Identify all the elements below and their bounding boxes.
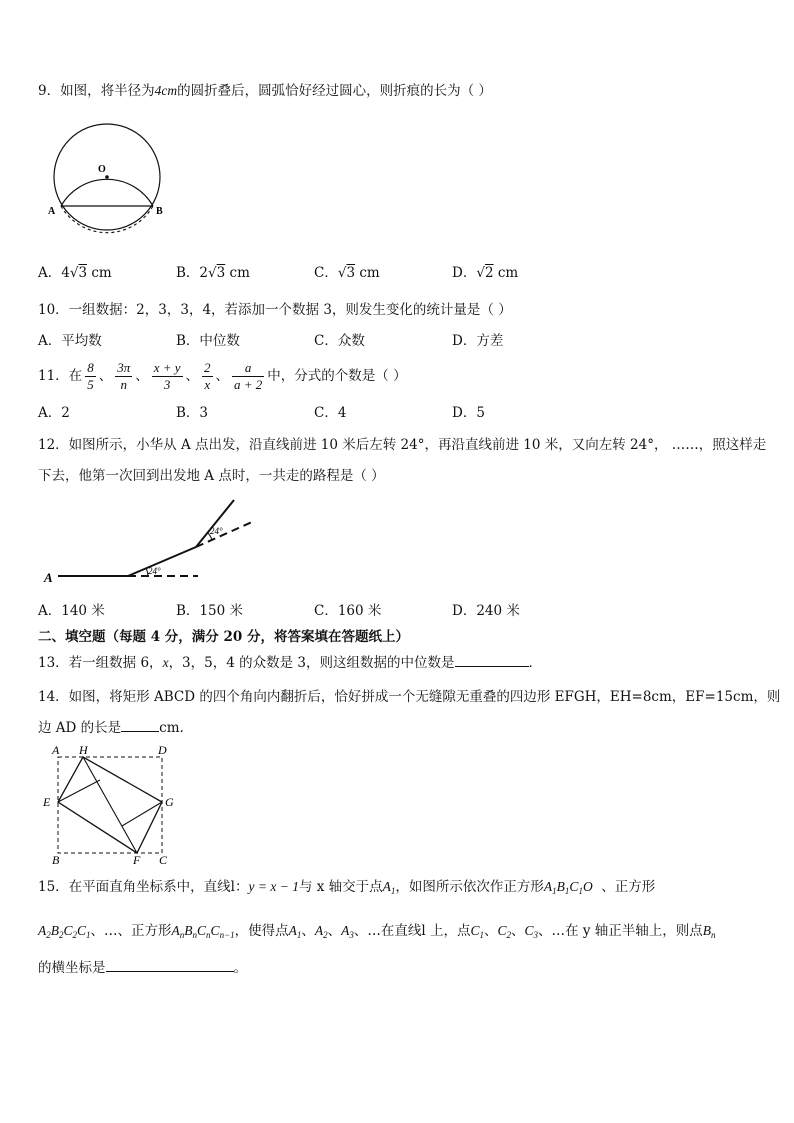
q12-option-b[interactable]: B．150 米	[176, 603, 243, 619]
q9-stem-pre: 9．如图，将半径为	[38, 83, 155, 99]
q9-option-b[interactable]	[176, 263, 250, 283]
q11-fraction-3-den: 3	[163, 377, 171, 392]
q9-option-a-unit: cm	[91, 265, 112, 281]
q11-stem	[38, 357, 407, 395]
q11-fraction-1-den: 5	[87, 377, 94, 392]
q14-rectangle-figure	[38, 740, 188, 866]
q15-l2-f: 、	[484, 923, 498, 939]
q15-point-a2: $A_2$	[314, 923, 328, 940]
q9-label-a: A	[48, 206, 56, 217]
q14-label-c: C	[159, 853, 168, 866]
q12-label-a: A	[44, 570, 53, 585]
q10-option-b[interactable]: B．中位数	[176, 333, 240, 349]
q15-line-equation: y = x − 1	[248, 879, 299, 894]
q15-l3-a: 的横坐标是	[38, 960, 106, 976]
q10-option-d[interactable]: D．方差	[452, 333, 504, 349]
q10-option-c[interactable]: C．众数	[314, 333, 365, 349]
q14-label-h: H	[79, 743, 88, 757]
q15-l2-c: 、	[301, 923, 315, 939]
section-2-heading: 二、填空题（每题 4 分，满分 20 分，将答案填在答题纸上）	[38, 629, 409, 645]
q15-l2-e: 、…在直线l 上，点	[353, 923, 471, 939]
q12-segment-3	[196, 500, 234, 547]
q15-line-2	[38, 921, 716, 945]
q14-line-1: 14．如图，将矩形 ABCD 的四个角向内翻折后，恰好拼成一个无缝隙无重叠的四边形 EFGH，EH=8cm，EF=15cm，则	[38, 689, 781, 705]
q11-fraction-2	[115, 360, 132, 393]
q14-label-a: A	[52, 743, 60, 757]
q9-option-c-letter: C．	[314, 265, 338, 281]
q12-option-d[interactable]: D．240 米	[452, 603, 520, 619]
sqrt-icon: √	[476, 265, 485, 281]
q10-option-a[interactable]: A．平均数	[38, 333, 102, 349]
q11-option-c[interactable]: C．4	[314, 405, 347, 421]
q11-fraction-5	[232, 360, 264, 393]
q15-l2-b: ，使得点	[234, 923, 289, 939]
q15-l2-h: 、…在 y 轴正半轴上，则点	[538, 923, 703, 939]
q12-option-c[interactable]: C．160 米	[314, 603, 382, 619]
q14-label-b: B	[52, 853, 60, 866]
q9-option-b-radicand: 3	[216, 265, 226, 281]
q9-option-a[interactable]	[38, 263, 112, 283]
q15-point-c2: $C_2$	[497, 923, 512, 940]
q9-option-c-radicand: 3	[346, 265, 356, 281]
q11-fraction-3	[152, 360, 183, 393]
q9-option-d-letter: D．	[452, 265, 477, 281]
q9-option-d-unit: cm	[497, 265, 519, 281]
q15-point-c1: $C_1$	[470, 923, 485, 940]
sqrt-icon: √	[337, 265, 347, 281]
q14-label-e: E	[43, 795, 51, 809]
q15-point-c3: $C_3$	[524, 923, 539, 940]
q13-stem	[38, 652, 542, 673]
q12-segment-2	[128, 547, 196, 576]
q9-option-c-unit: cm	[359, 265, 380, 281]
q11-fraction-4	[202, 360, 213, 393]
q9-stem	[38, 81, 492, 101]
q12-option-a[interactable]: A．140 米	[38, 603, 105, 619]
q11-stem-pre: 11．在	[38, 368, 83, 384]
q9-circle-figure	[44, 122, 174, 242]
q12-line-1: 12．如图所示，小华从 A 点出发，沿直线前进 10 米后左转 24°，再沿直线前进 10 米，又向左转 24°， ……，照这样走	[38, 437, 767, 453]
q9-folded-arc	[61, 179, 153, 206]
q15-l2-a: 、…、正方形	[90, 923, 172, 939]
q13-stem-post: ．	[528, 655, 543, 671]
q11-separator: 、	[215, 368, 230, 384]
q9-option-a-letter: A．	[38, 265, 62, 281]
q12-angle-label-2: 24°	[210, 526, 223, 536]
q15-point-a1: $A_1$	[382, 879, 396, 896]
sqrt-icon: √	[208, 265, 217, 281]
sqrt-icon: √	[69, 265, 79, 281]
q11-fraction-4-den: x	[204, 377, 211, 392]
q15-l1-c: ，如图所示依次作正方形	[395, 879, 544, 895]
q11-fraction-3-num: x + y	[153, 360, 181, 375]
q9-option-a-coef: 4	[61, 265, 70, 281]
q15-square-1: $A_1B_1C_1O$	[543, 879, 593, 896]
q15-l1-b: 与 x 轴交于点	[298, 879, 383, 895]
q14-label-f: F	[133, 853, 141, 866]
q9-option-d[interactable]	[452, 263, 518, 283]
q12-extension-2	[196, 522, 252, 547]
q11-fraction-1-num: 8	[87, 360, 94, 375]
q15-l2-d: 、	[327, 923, 342, 939]
q9-label-b: B	[156, 206, 163, 217]
q12-angle-label-1: 24°	[148, 566, 161, 576]
q14-diagonal-hf	[83, 757, 137, 853]
q9-center-dot	[105, 175, 109, 179]
q12-path-figure	[38, 494, 268, 590]
q11-separator: 、	[98, 368, 113, 384]
q9-stem-value: 4cm	[154, 83, 178, 98]
q13-answer-blank[interactable]	[455, 652, 529, 667]
q11-option-d[interactable]: D．5	[452, 405, 485, 421]
q15-l1-a: 15．在平面直角坐标系中，直线l：	[38, 879, 249, 895]
q14-line-2-pre: 边 AD 的长是	[38, 720, 122, 736]
q15-line-1	[38, 877, 655, 901]
q14-answer-blank[interactable]	[121, 717, 159, 732]
q13-stem-mid: ，3，5，4 的众数是 3，则这组数据的中位数是	[168, 655, 455, 671]
q9-option-c[interactable]	[314, 263, 380, 283]
q15-square-n: $A_nB_nC_nC_{n-1}$	[171, 923, 235, 940]
q11-separator: 、	[185, 368, 200, 384]
q11-fraction-5-den: a + 2	[234, 377, 263, 392]
q15-square-2: $A_2B_2C_2C_1$	[38, 923, 91, 940]
q14-line-2	[38, 717, 184, 738]
q12-line-2: 下去，他第一次回到出发地 A 点时，一共走的路程是（ ）	[38, 468, 385, 484]
q11-fraction-4-num: 2	[204, 360, 211, 375]
q9-option-d-radicand: 2	[484, 265, 494, 281]
q11-option-b[interactable]: B．3	[176, 405, 209, 421]
q14-label-d: D	[158, 743, 167, 757]
q15-point-a1b: $A_1$	[288, 923, 302, 940]
q9-stem-post: 的圆折叠后，圆弧恰好经过圆心，则折痕的长为（ ）	[177, 83, 492, 99]
q9-option-a-radicand: 3	[78, 265, 88, 281]
q9-label-o: O	[98, 164, 106, 175]
q15-point-a3: $A_3$	[341, 923, 354, 940]
q10-stem: 10．一组数据：2，3，3，4，若添加一个数据 3，则发生变化的统计量是（ ）	[38, 302, 512, 318]
q15-l1-d: 、正方形	[601, 879, 656, 895]
q11-fraction-5-num: a	[232, 360, 264, 377]
q9-option-b-letter: B．	[176, 265, 200, 281]
q9-option-b-coef: 2	[199, 265, 209, 281]
q11-fraction-2-num: 3π	[117, 360, 131, 375]
q13-stem-pre: 13．若一组数据 6，	[38, 655, 163, 671]
q14-line-2-post: cm.	[159, 720, 184, 736]
q11-separator: 、	[135, 368, 149, 384]
q14-label-g: G	[165, 795, 174, 809]
q15-point-bn: $B_n$	[702, 923, 716, 940]
q13-variable: x	[162, 655, 169, 670]
q9-option-b-unit: cm	[229, 265, 250, 281]
q15-answer-blank[interactable]	[106, 957, 234, 972]
q11-stem-post: 中，分式的个数是（ ）	[267, 368, 407, 384]
q11-fraction-2-den: n	[120, 377, 127, 392]
q11-fraction-1	[85, 360, 96, 393]
q15-l2-g: 、	[511, 923, 525, 939]
q15-l3-b: 。	[233, 960, 247, 976]
q15-line-3	[38, 957, 247, 978]
q11-option-a[interactable]: A．2	[38, 405, 70, 421]
